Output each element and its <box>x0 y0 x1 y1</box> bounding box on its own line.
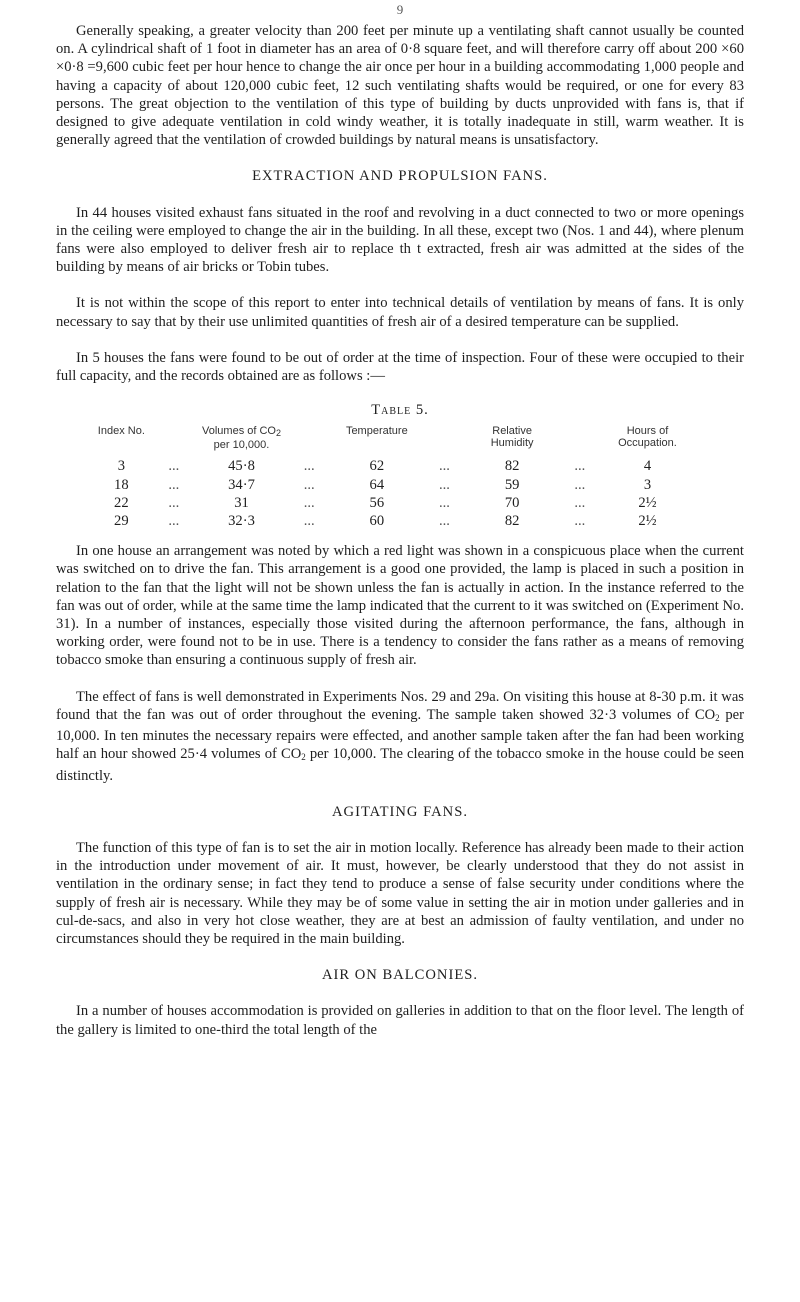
dot-leader: ... <box>574 458 586 475</box>
cell-hours: 3 <box>643 476 652 493</box>
cell-humidity: 70 <box>504 494 520 511</box>
header-humidity-line2: Humidity <box>490 437 534 450</box>
paragraph-fans-out-of-order: In 5 houses the fans were found to be out of order at the time of inspection. Four of these were occupied to their full capacity, and the records obtained are as follows :— <box>56 349 744 385</box>
co2-subscript-1: 2 <box>715 712 720 723</box>
cell-index: 18 <box>114 476 129 493</box>
table-header-row <box>86 425 698 457</box>
dot-leader: ... <box>303 476 315 493</box>
paragraph-technical-details: It is not within the scope of this report to enter into technical details of ventilation by means of fans. It is only necessary to say that by their use unlimited quantities of fresh air of a desired temperature can be supplied. <box>56 295 744 330</box>
dot-leader: ... <box>168 494 180 511</box>
table-co2-records <box>86 425 698 530</box>
dot-leader: ... <box>439 458 450 475</box>
paragraph-ventilating-shaft: Generally speaking, a greater velocity than 200 feet per minute up a ventilating shaft cannot usually be counted on. A cylindrical shaft of 1 foot in diameter has an area of 0·8 square feet, and will therefore carry off about 200 ×60 ×0·8 =9,600 cubic feet per hour hence to change the air once per hour in a building accommodating 1,000 people and having a capacity of about 120,000 cubic feet, 12 such ventilating shafts would be required, or one for every 83 persons. The great objection to the ventilation of this type of building by ducts unprovided with fans is, that if designed to give adequate ventilation in cold windy weather, it is totally inadequate in still, warm weather. It is generally agreed that the ventilation of crowded buildings by natural means is unsatisfactory. <box>56 23 744 149</box>
header-humidity-line1: Relative <box>492 425 532 438</box>
paragraph-co2-experiment <box>56 688 744 785</box>
cell-volumes: 32·3 <box>228 513 255 530</box>
cell-index: 22 <box>114 494 129 511</box>
table-row <box>86 512 698 530</box>
table-caption: Table 5. <box>371 402 429 419</box>
co2-subscript-2: 2 <box>301 752 306 763</box>
co2-text-part3: per 10,000. The clearing of the tobacco smoke in the house could be seen distinctly. <box>56 746 744 784</box>
dot-leader: ... <box>439 476 450 493</box>
cell-temperature: 62 <box>369 458 385 475</box>
dot-leader: ... <box>574 494 586 511</box>
co2-text-part2: per 10,000. In ten minutes the necessary repairs were effected, and another sample taken after the fan had been working half an hour showed 25·4 volumes of CO <box>56 706 744 763</box>
body-text <box>56 22 744 1039</box>
cell-temperature: 60 <box>369 513 385 530</box>
cell-volumes: 45·8 <box>228 458 255 475</box>
co2-text-part1: The effect of fans is well demonstrated in Experiments Nos. 29 and 29a. On visiting this house at 8-30 p.m. it was found that the fan was out of order throughout the evening. The sample taken showed 32·3 volumes of CO <box>56 688 744 723</box>
header-volumes-line1: Volumes of CO <box>202 425 276 438</box>
header-hours-line1: Hours of <box>626 425 669 438</box>
heading-air-on-balconies: AIR ON BALCONIES. <box>321 967 479 984</box>
table-row <box>86 494 698 512</box>
cell-hours: 4 <box>643 458 652 475</box>
cell-temperature: 64 <box>369 476 385 493</box>
header-temperature: Temperature <box>345 425 408 438</box>
paragraph-exhaust-fans: In 44 houses visited exhaust fans situated in the roof and revolving in a duct connected to two or more openings in the ceiling were employed to change the air in the building. In all these, except two (Nos. 1 and 44), where plenum fans were also employed to deliver fresh air to replace th t extracted, fresh air was admitted at the sides of the building by means of air bricks or Tobin tubes. <box>56 204 744 276</box>
dot-leader: ... <box>168 476 180 493</box>
header-volumes-line2: per 10,000. <box>213 439 270 452</box>
cell-hours: 2½ <box>638 513 657 530</box>
paragraph-agitating-fans: The function of this type of fan is to set the air in motion locally. Reference has already been made to their action in the introduction under movement of air. It must, however, be clearly understood that they do not assist in ventilation in the ordinary sense; in fact they tend to produce a sense of false security under conditions where the supply of fresh air is necessary. While they may be of some value in setting the air in motion under galleries and in cul-de-sacs, and also in very hot close weather, they are at best an admission of faulty ventilation, and under no circumstances should they be required in the main building. <box>56 839 744 947</box>
dot-leader: ... <box>303 513 315 530</box>
cell-humidity: 82 <box>504 458 520 475</box>
dot-leader: ... <box>168 513 180 530</box>
header-hours-line2: Occupation. <box>618 437 677 450</box>
header-volumes-subscript: 2 <box>275 428 281 439</box>
paragraph-red-light: In one house an arrangement was noted by which a red light was shown in a conspicuous place when the current was switched on to drive the fan. This arrangement is a good one provided, the lamp is placed in such a position in relation to the fan that the light will not be shown unless the fan is actually in action. In the instance referred to the fan was out of order, while at the same time the lamp indicated that the current to it was switched on (Experiment No. 31). In a number of instances, especially those visited during the afternoon performance, the fans, although in working order, were found not to be in use. There is a tendency to consider the fans rather as a means of removing tobacco smoke than ensuring a continuous supply of fresh air. <box>56 543 744 669</box>
dot-leader: ... <box>303 458 315 475</box>
cell-hours: 2½ <box>638 494 657 511</box>
dot-leader: ... <box>574 513 586 530</box>
dot-leader: ... <box>303 494 315 511</box>
paragraph-galleries: In a number of houses accommodation is provided on galleries in addition to that on the floor level. The length of the gallery is limited to one-third the total length of the <box>56 1003 744 1038</box>
header-hours <box>597 425 698 457</box>
cell-volumes: 31 <box>234 494 249 511</box>
header-volumes <box>191 425 292 457</box>
cell-volumes: 34·7 <box>228 476 255 493</box>
header-index: Index No. <box>97 425 145 438</box>
dot-leader: ... <box>168 458 180 475</box>
cell-humidity: 82 <box>504 513 520 530</box>
cell-humidity: 59 <box>504 476 520 493</box>
table-row <box>86 476 698 494</box>
dot-leader: ... <box>439 494 450 511</box>
header-humidity <box>462 425 563 457</box>
dot-leader: ... <box>574 476 586 493</box>
page-number: 9 <box>396 2 404 17</box>
cell-index: 29 <box>114 513 129 530</box>
dot-leader: ... <box>439 513 450 530</box>
heading-agitating-fans: AGITATING FANS. <box>332 803 468 820</box>
cell-index: 3 <box>117 458 125 475</box>
cell-temperature: 56 <box>369 494 385 511</box>
table-row <box>86 457 698 475</box>
heading-extraction-fans: EXTRACTION AND PROPULSION FANS. <box>252 168 548 185</box>
